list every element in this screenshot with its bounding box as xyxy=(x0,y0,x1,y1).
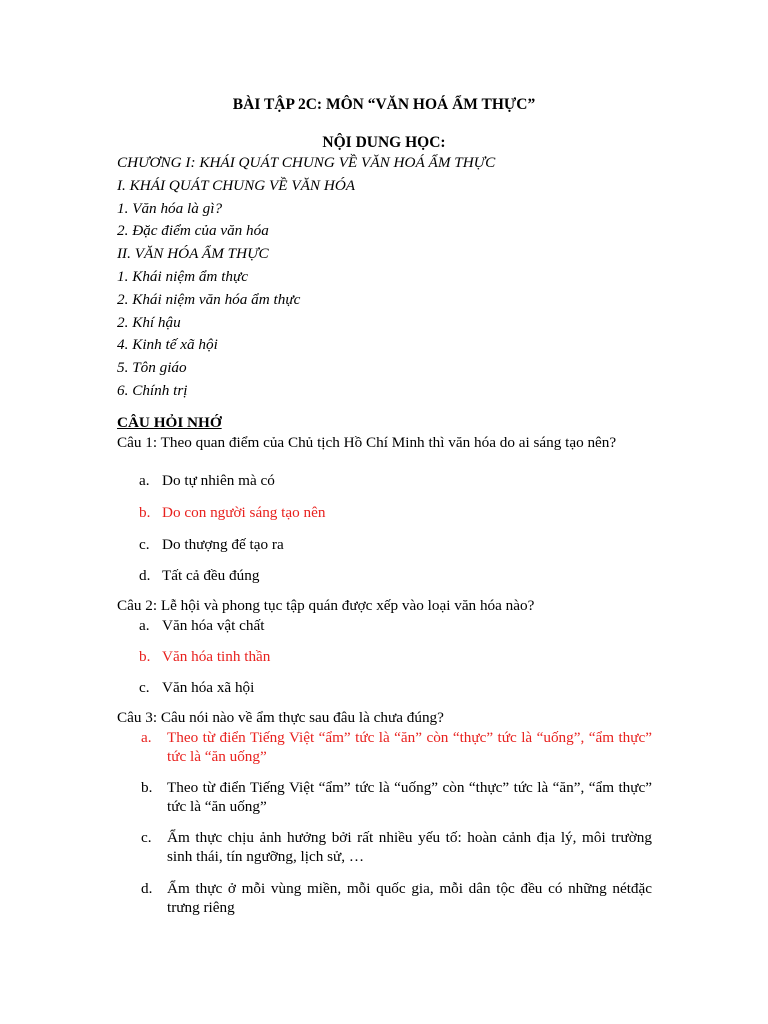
outline-item: 5. Tôn giáo xyxy=(117,359,187,377)
option-letter: d. xyxy=(141,880,153,897)
option-letter: c. xyxy=(141,829,152,846)
outline-item: 1. Văn hóa là gì? xyxy=(117,199,223,217)
option-letter: b. xyxy=(139,504,151,521)
outline-item: 6. Chính trị xyxy=(117,381,188,399)
outline-item: 4. Kinh tế xã hội xyxy=(117,336,218,354)
content-heading: NỘI DUNG HỌC: xyxy=(322,134,446,151)
option-letter: b. xyxy=(141,779,153,796)
question-2: Câu 2: Lễ hội và phong tục tập quán được xếp vào loại văn hóa nào? xyxy=(117,597,535,614)
option-letter: a. xyxy=(139,472,150,489)
option-text: Ẩm thực chịu ảnh hưởng bởi rất nhiều yếu tố: hoàn cảnh địa lý, môi trường sinh thái, tín ngưỡng, lịch sử, … xyxy=(167,829,652,865)
review-questions-heading: CÂU HỎI NHỚ xyxy=(117,414,222,431)
document-title: BÀI TẬP 2C: MÔN “VĂN HOÁ ẨM THỰC” xyxy=(232,96,536,113)
option-text: Theo từ điển Tiếng Việt “ẩm” tức là “uống” còn “thực” tức là “ăn”, “ẩm thực” tức là “ăn uống” xyxy=(167,779,652,815)
option-letter: a. xyxy=(141,729,152,746)
option-text: Văn hóa tinh thần xyxy=(162,648,271,665)
outline-item: 2. Khí hậu xyxy=(117,313,181,331)
option-letter: c. xyxy=(139,679,150,696)
option-text: Do thượng đế tạo ra xyxy=(162,536,284,553)
option-text: Ẩm thực ở mỗi vùng miền, mỗi quốc gia, mỗi dân tộc đều có những nétđặc trưng riêng xyxy=(167,880,652,916)
option-text: Do tự nhiên mà có xyxy=(162,472,275,489)
outline-item: II. VĂN HÓA ẨM THỰC xyxy=(117,245,269,263)
option-text: Văn hóa xã hội xyxy=(162,679,255,696)
option-text: Theo từ điển Tiếng Việt “ẩm” tức là “ăn” còn “thực” tức là “uống”, “ẩm thực” tức là “ăn uống” xyxy=(167,729,652,765)
outline-item: 2. Đặc điểm của văn hóa xyxy=(117,222,269,240)
outline-item: I. KHÁI QUÁT CHUNG VỀ VĂN HÓA xyxy=(117,176,356,194)
option-letter: d. xyxy=(139,567,151,584)
outline-item: 1. Khái niệm ẩm thực xyxy=(117,267,249,285)
outline-item: CHƯƠNG I: KHÁI QUÁT CHUNG VỀ VĂN HOÁ ẨM THỰC xyxy=(117,154,496,171)
outline-item: 2. Khái niệm văn hóa ẩm thực xyxy=(117,290,301,308)
option-text: Tất cả đều đúng xyxy=(162,567,260,584)
option-letter: a. xyxy=(139,617,150,634)
option-text: Văn hóa vật chất xyxy=(162,617,265,634)
option-letter: c. xyxy=(139,536,150,553)
question-3: Câu 3: Câu nói nào về ẩm thực sau đâu là chưa đúng? xyxy=(117,709,444,726)
option-text: Do con người sáng tạo nên xyxy=(162,504,326,521)
question-1: Câu 1: Theo quan điểm của Chủ tịch Hồ Chí Minh thì văn hóa do ai sáng tạo nên? xyxy=(117,434,617,451)
course-outline xyxy=(117,152,495,403)
option-letter: b. xyxy=(139,648,151,665)
